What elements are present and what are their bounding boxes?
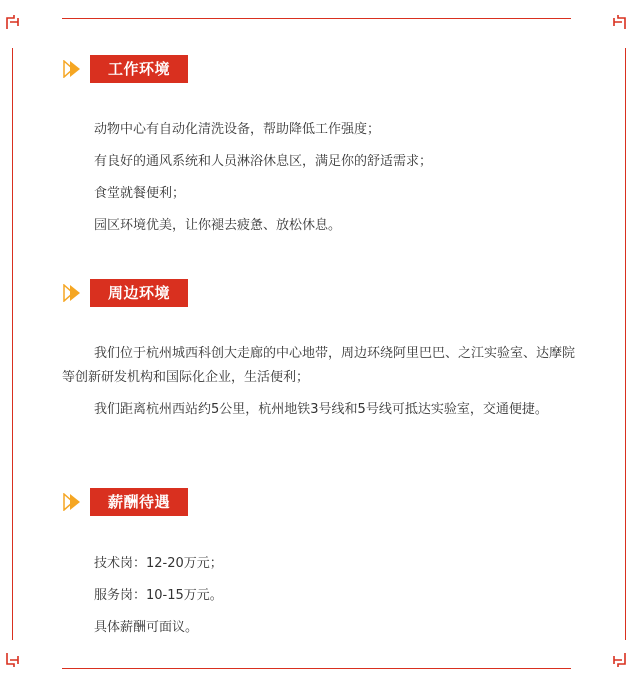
section-title: 周边环境: [90, 279, 188, 307]
frame-left-line: [12, 48, 13, 640]
play-arrow-icon: [62, 284, 84, 302]
section-title: 工作环境: [90, 55, 188, 83]
paragraph: 具体薪酬可面议。: [94, 620, 199, 635]
play-arrow-icon: [62, 60, 84, 78]
paragraph: 有良好的通风系统和人员淋浴休息区，满足你的舒适需求；: [94, 154, 433, 169]
play-arrow-icon: [62, 493, 84, 511]
corner-ornament-bottom-right: [610, 652, 626, 668]
frame-bottom-line: [62, 668, 571, 669]
paragraph: 我们位于杭州城西科创大走廊的中心地带，周边环绕阿里巴巴、之江实验室、达摩院等创新研发机构和国际化企业，生活便利；: [62, 346, 576, 385]
corner-ornament-top-right: [610, 14, 626, 30]
paragraph: 服务岗：10-15万元。: [94, 588, 223, 603]
frame-right-line: [625, 48, 626, 640]
section-header-surroundings: [62, 279, 188, 307]
corner-ornament-bottom-left: [6, 652, 22, 668]
section-header-work-environment: [62, 55, 188, 83]
paragraph: 动物中心有自动化清洗设备，帮助降低工作强度；: [94, 122, 381, 137]
paragraph: 园区环境优美，让你褪去疲惫、放松休息。: [94, 218, 342, 233]
frame-top-line: [62, 18, 571, 19]
corner-ornament-top-left: [6, 14, 22, 30]
paragraph: 技术岗：12-20万元；: [94, 556, 223, 571]
section-header-compensation: [62, 488, 188, 516]
paragraph: 我们距离杭州西站约5公里，杭州地铁3号线和5号线可抵达实验室，交通便捷。: [94, 402, 548, 417]
section-title: 薪酬待遇: [90, 488, 188, 516]
paragraph: 食堂就餐便利；: [94, 186, 186, 201]
